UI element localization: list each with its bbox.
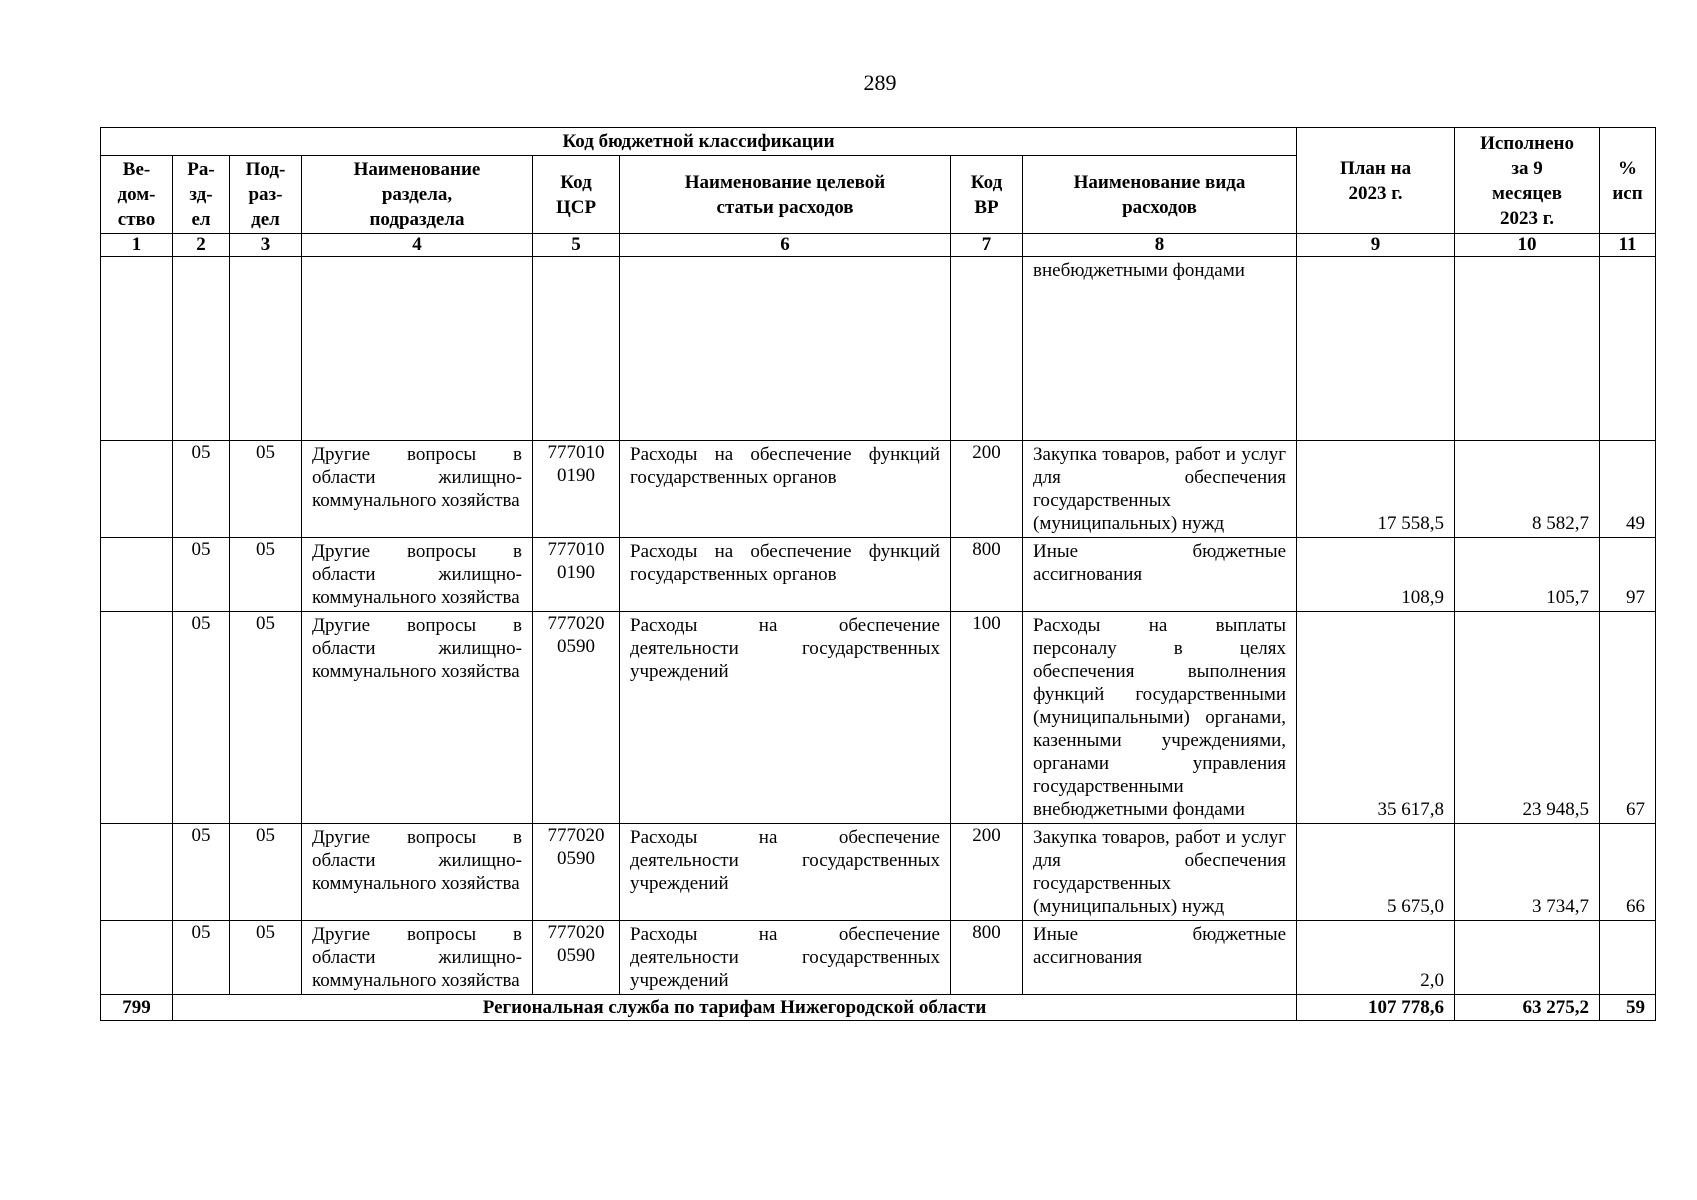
- total-plan: 107 778,6: [1297, 995, 1455, 1021]
- total-percent: 59: [1600, 995, 1656, 1021]
- column-number: 5: [533, 234, 620, 257]
- plan-cell: 17 558,5: [1297, 441, 1455, 538]
- razdel-cell: 05: [173, 824, 230, 921]
- csr-cell: 777010 0190: [533, 441, 620, 538]
- executed-cell: 8 582,7: [1455, 441, 1600, 538]
- razdel-header: Ра- зд- ел: [173, 156, 230, 234]
- plan-header: План на 2023 г.: [1297, 128, 1455, 234]
- column-number: 8: [1023, 234, 1297, 257]
- column-number: 2: [173, 234, 230, 257]
- vr-cell: 800: [951, 538, 1023, 612]
- section-name-header: Наименование раздела, подраздела: [302, 156, 533, 234]
- vr-cell: 100: [951, 612, 1023, 824]
- column-number-row: [101, 234, 1656, 257]
- percent-cell: 97: [1600, 538, 1656, 612]
- column-number: 1: [101, 234, 173, 257]
- section-name-cell: Другие вопросы в области жилищно-коммунального хозяйства: [302, 538, 533, 612]
- csr-cell: 777020 0590: [533, 824, 620, 921]
- csr-cell: 777020 0590: [533, 612, 620, 824]
- razdel-cell: 05: [173, 538, 230, 612]
- plan-cell: 108,9: [1297, 538, 1455, 612]
- podrazdel-header: Под- раз- дел: [230, 156, 302, 234]
- section-name-cell: Другие вопросы в области жилищно-коммунального хозяйства: [302, 824, 533, 921]
- vedomstvo-cell: [101, 612, 173, 824]
- column-number: 3: [230, 234, 302, 257]
- vr-cell: 200: [951, 441, 1023, 538]
- csr-cell: 777020 0590: [533, 921, 620, 995]
- razdel-cell: 05: [173, 441, 230, 538]
- vedomstvo-header: Ве- дом- ство: [101, 156, 173, 234]
- expense-type-cell: Иные бюджетные ассигнования: [1023, 538, 1297, 612]
- continuation-row: [101, 257, 1656, 441]
- target-name-cell: Расходы на обеспечение деятельности государственных учреждений: [620, 921, 951, 995]
- plan-cell: 35 617,8: [1297, 612, 1455, 824]
- vr-header: Код ВР: [951, 156, 1023, 234]
- podrazdel-cell: 05: [230, 612, 302, 824]
- plan-cell: 2,0: [1297, 921, 1455, 995]
- page-number: 289: [863, 70, 897, 95]
- vedomstvo-cell: [101, 538, 173, 612]
- budget-table: [100, 127, 1656, 1021]
- target-name-cell: Расходы на обеспечение функций государственных органов: [620, 441, 951, 538]
- continuation-text: внебюджетными фондами: [1023, 257, 1297, 441]
- table-row: [101, 538, 1656, 612]
- column-number: 6: [620, 234, 951, 257]
- podrazdel-cell: 05: [230, 824, 302, 921]
- percent-cell: [1600, 921, 1656, 995]
- column-number: 4: [302, 234, 533, 257]
- plan-cell: 5 675,0: [1297, 824, 1455, 921]
- table-row: [101, 921, 1656, 995]
- podrazdel-cell: 05: [230, 441, 302, 538]
- vedomstvo-cell: [101, 921, 173, 995]
- vedomstvo-cell: [101, 824, 173, 921]
- table-row: [101, 612, 1656, 824]
- executed-cell: [1455, 921, 1600, 995]
- section-name-cell: Другие вопросы в области жилищно-коммунального хозяйства: [302, 441, 533, 538]
- podrazdel-cell: 05: [230, 538, 302, 612]
- percent-header: % исп: [1600, 128, 1656, 234]
- section-name-cell: Другие вопросы в области жилищно-коммунального хозяйства: [302, 612, 533, 824]
- expense-type-cell: Расходы на выплаты персоналу в целях обеспечения выполнения функций государственными (муниципальными) органами, казенными учреждениями, органами управления государственными внебюджетными фондами: [1023, 612, 1297, 824]
- executed-cell: 105,7: [1455, 538, 1600, 612]
- expense-type-cell: Иные бюджетные ассигнования: [1023, 921, 1297, 995]
- expense-type-header: Наименование вида расходов: [1023, 156, 1297, 234]
- vr-cell: 800: [951, 921, 1023, 995]
- razdel-cell: 05: [173, 921, 230, 995]
- percent-cell: 67: [1600, 612, 1656, 824]
- expense-type-cell: Закупка товаров, работ и услуг для обеспечения государственных (муниципальных) нужд: [1023, 824, 1297, 921]
- column-number: 11: [1600, 234, 1656, 257]
- vedomstvo-cell: [101, 441, 173, 538]
- expense-type-cell: Закупка товаров, работ и услуг для обеспечения государственных (муниципальных) нужд: [1023, 441, 1297, 538]
- column-number: 9: [1297, 234, 1455, 257]
- vr-cell: 200: [951, 824, 1023, 921]
- section-name-cell: Другие вопросы в области жилищно-коммунального хозяйства: [302, 921, 533, 995]
- target-name-cell: Расходы на обеспечение деятельности государственных учреждений: [620, 824, 951, 921]
- razdel-cell: 05: [173, 612, 230, 824]
- executed-cell: 23 948,5: [1455, 612, 1600, 824]
- target-name-cell: Расходы на обеспечение деятельности государственных учреждений: [620, 612, 951, 824]
- executed-cell: 3 734,7: [1455, 824, 1600, 921]
- csr-cell: 777010 0190: [533, 538, 620, 612]
- target-name-cell: Расходы на обеспечение функций государственных органов: [620, 538, 951, 612]
- percent-cell: 66: [1600, 824, 1656, 921]
- column-number: 10: [1455, 234, 1600, 257]
- budget-classification-header: Код бюджетной классификации: [101, 128, 1297, 156]
- table-row: [101, 441, 1656, 538]
- total-row: [101, 995, 1656, 1021]
- total-label: Региональная служба по тарифам Нижегородской области: [173, 995, 1297, 1021]
- header-row-group: [101, 128, 1656, 156]
- total-vedomstvo: 799: [101, 995, 173, 1021]
- executed-header: Исполнено за 9 месяцев 2023 г.: [1455, 128, 1600, 234]
- total-executed: 63 275,2: [1455, 995, 1600, 1021]
- target-name-header: Наименование целевой статьи расходов: [620, 156, 951, 234]
- csr-header: Код ЦСР: [533, 156, 620, 234]
- column-number: 7: [951, 234, 1023, 257]
- table-row: [101, 824, 1656, 921]
- percent-cell: 49: [1600, 441, 1656, 538]
- podrazdel-cell: 05: [230, 921, 302, 995]
